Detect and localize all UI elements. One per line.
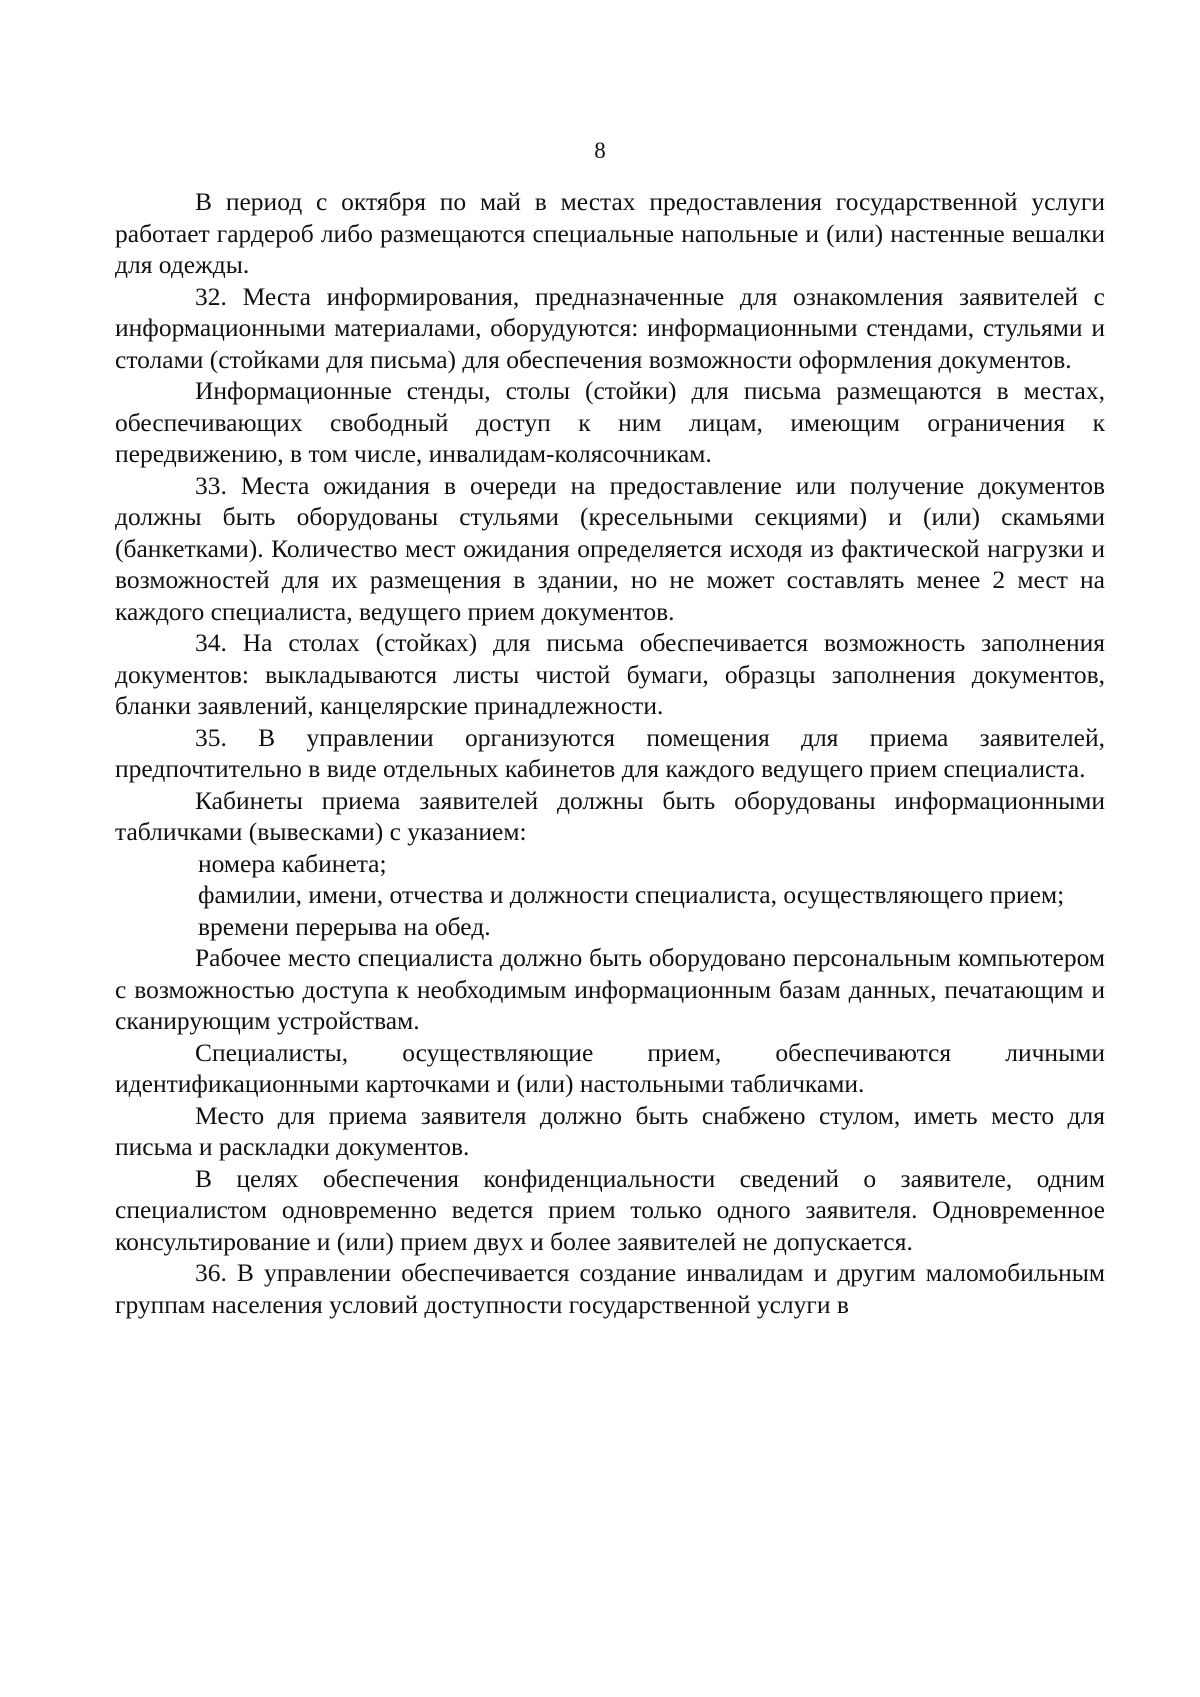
- paragraph-reception-place: Место для приема заявителя должно быть снабжено стулом, иметь место для письма и раскладки документов.: [115, 1100, 1105, 1161]
- paragraph-34: 34. На столах (стойках) для письма обеспечивается возможность заполнения документов: выкладываются листы чистой бумаги, образцы заполнения документов, бланки заявлений, канцелярские принадлежности.: [115, 628, 1105, 720]
- list-item-lunch-break: времени перерыва на обед.: [198, 911, 491, 941]
- paragraph-id-cards: Специалисты, осуществляющие прием, обеспечиваются личными идентификационными карточками и (или) настольными табличками.: [115, 1037, 1105, 1098]
- paragraph-cloakroom: В период с октября по май в местах предоставления государственной услуги работает гардероб либо размещаются специальные напольные и (или) настенные вешалки для одежды.: [115, 187, 1105, 279]
- list-item-specialist-name: фамилии, имени, отчества и должности специалиста, осуществляющего прием;: [198, 880, 1065, 909]
- paragraph-32: 32. Места информирования, предназначенные для ознакомления заявителей с информационными материалами, оборудуются: информационными стендами, стульями и столами (стойками для письма) для обеспечения возможности оформления документов.: [115, 281, 1105, 374]
- paragraph-36: 36. В управлении обеспечивается создание инвалидам и другим маломобильным группам населения условий доступности государственной услуги в: [115, 1258, 1105, 1319]
- list-item-room-number: номера кабинета;: [198, 848, 387, 878]
- document-body: [115, 186, 1105, 1320]
- paragraph-33: 33. Места ожидания в очереди на предоставление или получение документов должны быть оборудованы стульями (кресельными секциями) и (или) скамьями (банкетками). Количество мест ожидания определяется исходя из фактической нагрузки и возможностей для их размещения в здании, но не может составлять менее 2 мест на каждого специалиста, ведущего прием документов.: [115, 470, 1105, 626]
- paragraph-reception-rooms: Кабинеты приема заявителей должны быть оборудованы информационными табличками (вывесками) с указанием:: [115, 785, 1105, 846]
- paragraph-workplace: Рабочее место специалиста должно быть оборудовано персональным компьютером с возможностью доступа к необходимым информационным базам данных, печатающим и сканирующим устройствам.: [115, 943, 1105, 1035]
- paragraph-confidentiality: В целях обеспечения конфиденциальности сведений о заявителе, одним специалистом одновременно ведется прием только одного заявителя. Одновременное консультирование и (или) прием двух и более заявителей не допускается.: [115, 1163, 1105, 1256]
- paragraph-35: 35. В управлении организуются помещения для приема заявителей, предпочтительно в виде отдельных кабинетов для каждого ведущего прием специалиста.: [115, 722, 1105, 783]
- paragraph-info-stands: Информационные стенды, столы (стойки) для письма размещаются в местах, обеспечивающих свободный доступ к ним лицам, имеющим ограничения к передвижению, в том числе, инвалидам-колясочникам.: [115, 376, 1105, 468]
- page-number: 8: [594, 138, 606, 163]
